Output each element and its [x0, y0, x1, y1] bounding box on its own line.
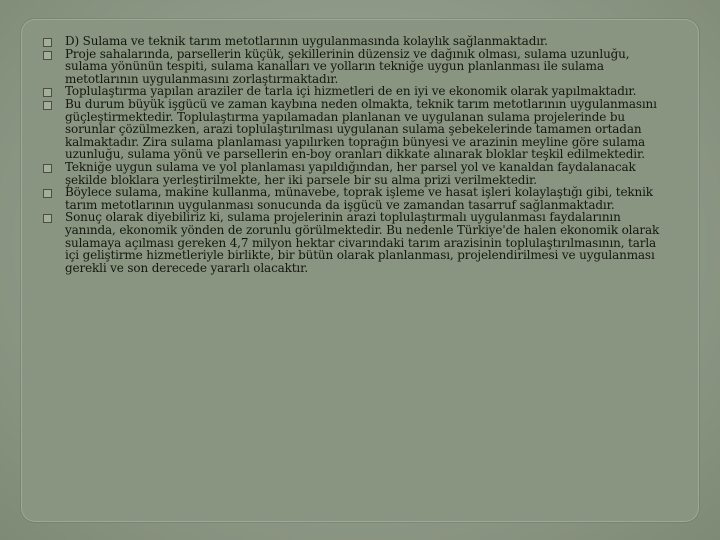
bullet-text: D) Sulama ve teknik tarım metotlarının uygulanmasında kolaylık sağlanmaktadır. — [65, 34, 548, 48]
bullet-item — [43, 186, 671, 211]
bullet-item — [43, 161, 671, 186]
bullet-text: Toplulaştırma yapılan araziler de tarla içi hizmetleri de en iyi ve ekonomik olarak yapılmaktadır. — [65, 84, 637, 99]
checkbox-bullet-icon — [43, 189, 52, 198]
bullet-item — [43, 98, 671, 161]
checkbox-bullet-icon — [43, 101, 52, 110]
checkbox-bullet-icon — [43, 214, 52, 223]
checkbox-bullet-icon — [43, 88, 52, 97]
bullet-text: Tekniğe uygun sulama ve yol planlaması yapıldığından, her parsel yol ve kanaldan faydalanacak şekilde bloklara yerleştirilmekte, her iki parsele bir su alma prizi verilmektedir. — [65, 159, 636, 187]
checkbox-bullet-icon — [43, 38, 52, 47]
bullet-item — [43, 211, 671, 274]
bullet-item — [43, 48, 671, 86]
bullet-text: Sonuç olarak diyebiliriz ki, sulama projelerinin arazi toplulaştırmalı uygulanması faydalarının yanında, ekonomik yönden de zorunlu görülmektedir. Bu nedenle Türkiye'de halen ekonomik olarak sulamaya açılması gereken 4,7 milyon hektar civarındaki tarım arazisinin toplulaştırılmasının, tarla içi geliştirme hizmetleriyle birlikte, bir bütün olarak planlanması, projelendirilmesi ve uygulanması gerekli ve son derecede yararlı olacaktır. — [65, 210, 660, 275]
bullet-text: Proje sahalarında, parsellerin küçük, şekillerinin düzensiz ve dağınık olması, sulama uzunluğu, sulama yönünün tespiti, sulama kanalları ve yolların tekniğe uygun planlanması ile sulama metotlarının uygulanmasını zorlaştırmaktadır. — [65, 46, 630, 86]
bullet-text: Bu durum büyük işgücü ve zaman kaybına neden olmakta, teknik tarım metotlarının uygulanmasını güçleştirmektedir. Toplulaştırma yapılamadan planlanan ve uygulanan sulama projelerinde bu sorunlar çözülmezken, arazi toplulaştırılması uygulanan sulama şebekelerinde tamamen ortadan kalmaktadır. Zira sulama planlaması yapılırken toprağın bünyesi ve arazinin meyline göre sulama uzunluğu, sulama yönü ve parsellerin en-boy oranları dikkate alınarak bloklar teşkil edilmektedir. — [65, 96, 657, 162]
checkbox-bullet-icon — [43, 164, 52, 173]
bullet-list — [43, 35, 671, 274]
bullet-text: Böylece sulama, makine kullanma, münavebe, toprak işleme ve hasat işleri kolaylaştığı gibi, teknik tarım metotlarının uygulanması sonucunda da işgücü ve zamandan tasarruf sağlanmaktadır. — [65, 185, 653, 212]
checkbox-bullet-icon — [43, 51, 52, 60]
